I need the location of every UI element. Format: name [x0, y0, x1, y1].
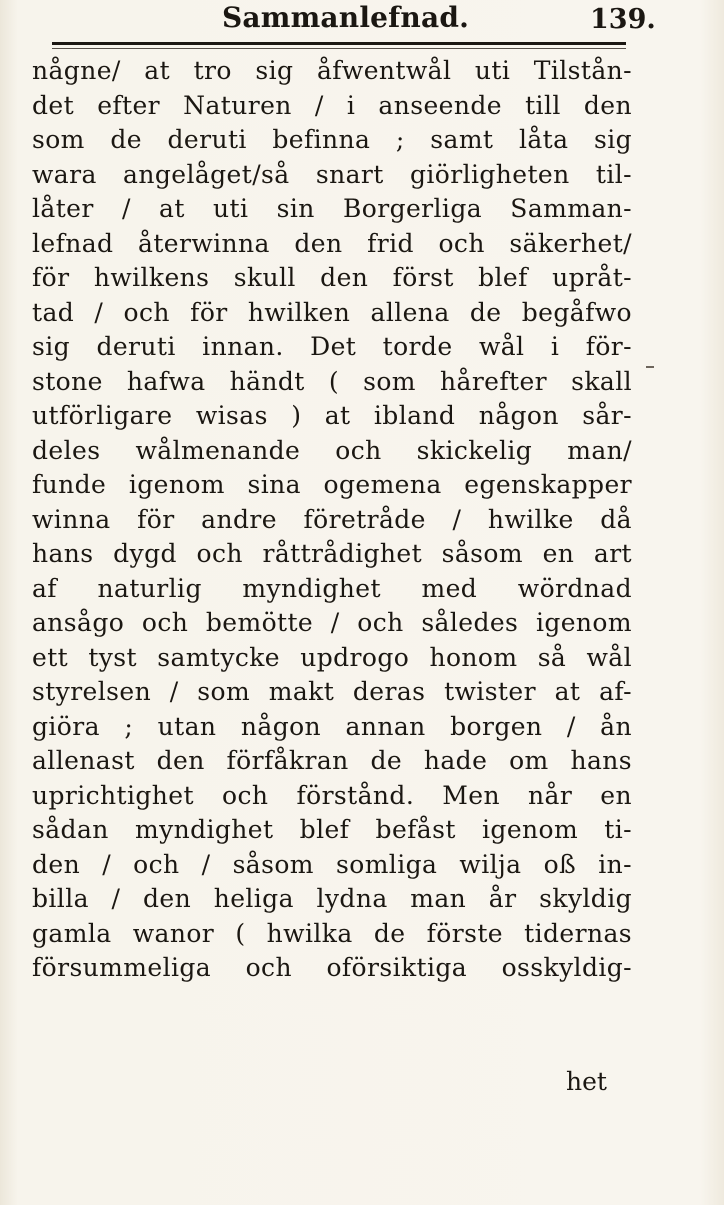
- text-line: af naturlig myndighet med wördnad: [32, 573, 632, 603]
- text-line: lefnad återwinna den frid och säkerhet/: [32, 228, 632, 258]
- running-title: Sammanlefnad.: [222, 1, 470, 34]
- margin-mark: [646, 366, 654, 368]
- header-rule-thin: [52, 48, 626, 49]
- text-line: någne/ at tro sig åfwentwål uti Tilstån-: [32, 56, 632, 85]
- text-line: för hwilkens skull den först blef upråt-: [32, 263, 632, 292]
- text-line: billa / den heliga lydna man år skyldig: [32, 884, 632, 913]
- text-line: stone hafwa händt ( som hårefter skall: [32, 366, 632, 396]
- text-line: ansågo och bemötte / och således igenom: [32, 608, 632, 637]
- text-line: hans dygd och råttrådighet såsom en art: [32, 539, 632, 568]
- text-line: försummeliga och oförsiktiga osskyldig-: [32, 953, 632, 982]
- page-header: [0, 0, 724, 44]
- text-line: sig deruti innan. Det torde wål i för-: [32, 332, 632, 361]
- text-line: winna för andre företråde / hwilke då: [32, 504, 632, 534]
- text-line: uprichtighet och förstånd. Men når en: [32, 780, 632, 810]
- text-line: deles wålmenande och skickelig man/: [32, 435, 632, 465]
- text-line: styrelsen / som makt deras twister at af-: [32, 677, 632, 706]
- text-line: tad / och för hwilken allena de begåfwo: [32, 297, 632, 327]
- page-number: 139.: [590, 4, 656, 35]
- text-line: låter / at uti sin Borgerliga Samman-: [32, 194, 632, 223]
- text-line: den / och / såsom somliga wilja oß in-: [32, 849, 632, 879]
- text-line: sådan myndighet blef befåst igenom ti-: [32, 815, 632, 844]
- text-line: allenast den förfåkran de hade om hans: [32, 746, 632, 775]
- text-line: det efter Naturen / i anseende till den: [32, 90, 632, 120]
- header-rule: [52, 42, 626, 45]
- text-line: ett tyst samtycke updrogo honom så wål: [32, 642, 632, 672]
- text-line: wara angelåget/så snart giörligheten til-: [32, 159, 632, 189]
- text-line: funde igenom sina ogemena egenskapper: [32, 470, 632, 499]
- catchword: het: [566, 1067, 607, 1096]
- body-text: [32, 54, 632, 986]
- text-line: giöra ; utan någon annan borgen / ån: [32, 711, 632, 741]
- text-line: gamla wanor ( hwilka de förste tidernas: [32, 918, 632, 948]
- text-line: som de deruti befinna ; samt låta sig: [32, 125, 632, 154]
- text-line: utförligare wisas ) at ibland någon sår-: [32, 401, 632, 430]
